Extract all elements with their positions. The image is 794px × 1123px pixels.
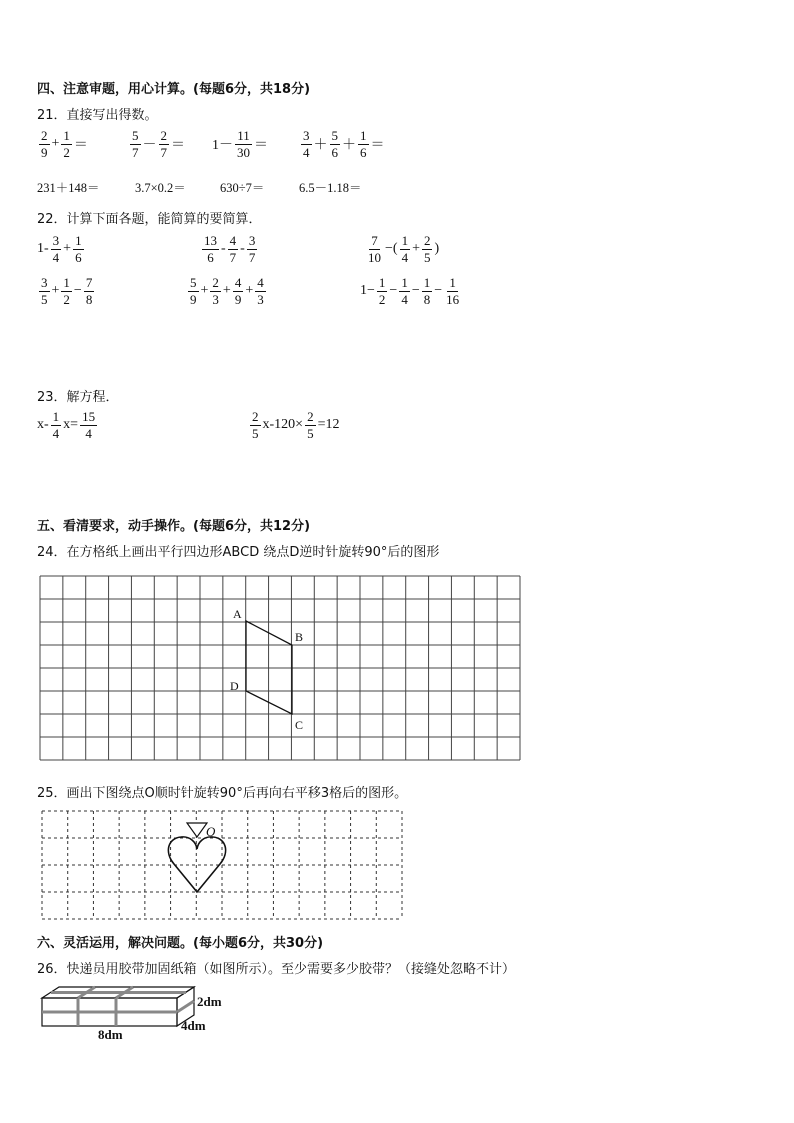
- fraction: $\frac{1}{4}$: [401, 275, 408, 307]
- fraction: $\frac{2}{5}$: [307, 409, 314, 441]
- q26-prompt: 26．快递员用胶带加固纸箱（如图所示）。至少需要多少胶带？（接缝处忽略不计）: [37, 962, 516, 977]
- q22-expr-1: 1- $\frac{3}{4}$ + $\frac{1}{6}$: [37, 233, 82, 265]
- dim-length-label: 8dm: [98, 1027, 123, 1042]
- fraction: $\frac{1}{6}$: [75, 233, 82, 265]
- q22-prompt: 22．计算下面各题，能简算的要简算．: [37, 212, 262, 227]
- q22-expr-3: $\frac{7}{10}$ −( $\frac{1}{4}$ + $\frac{2}{5}$ ): [368, 233, 440, 265]
- q22-expr-2: $\frac{13}{6}$ - $\frac{4}{7}$ - $\frac{3}{7}$: [204, 233, 256, 265]
- fraction: $\frac{11}{30}$: [237, 128, 250, 160]
- fraction: $\frac{2}{9}$: [41, 128, 48, 160]
- q22-expr-5: $\frac{5}{9}$ + $\frac{2}{3}$ + $\frac{4}{9}$ + $\frac{4}{3}$: [190, 275, 264, 307]
- q23-equation-2: $\frac{2}{5}$ x-120× $\frac{2}{5}$ =12: [252, 409, 340, 441]
- q23-prompt: 23．解方程．: [37, 390, 119, 405]
- q22-expr-6: 1− $\frac{1}{2}$ − $\frac{1}{4}$ − $\frac{1}{8}$ − $\frac{1}{16}$: [360, 275, 460, 307]
- section-5-title: 五、看清要求，动手操作。(每题6分，共12分): [37, 519, 311, 534]
- fraction: $\frac{3}{7}$: [248, 233, 256, 265]
- q21-oral-1: 231＋148＝: [37, 181, 100, 195]
- fraction: $\frac{4}{7}$: [229, 233, 237, 265]
- q21-oral-3: 630÷7＝: [220, 181, 265, 195]
- triangle-marker: [187, 823, 207, 837]
- fraction: $\frac{5}{7}$: [132, 128, 139, 160]
- dim-height-label: 2dm: [197, 994, 222, 1009]
- fraction: $\frac{4}{9}$: [234, 275, 242, 307]
- q26-box-figure: [38, 982, 238, 1044]
- fraction: $\frac{5}{9}$: [190, 275, 197, 307]
- q23-equation-1: x- $\frac{1}{4}$ x= $\frac{15}{4}$: [37, 409, 96, 441]
- vertex-label-a: A: [233, 607, 242, 621]
- q25-grid-figure: [40, 809, 405, 922]
- fraction: $\frac{13}{6}$: [204, 233, 217, 265]
- fraction: $\frac{3}{5}$: [41, 275, 48, 307]
- q24-grid-figure: [39, 575, 523, 764]
- section-4-title: 四、注意审题，用心计算。(每题6分，共18分): [37, 82, 311, 97]
- q21-oral-2: 3.7×0.2＝: [135, 181, 186, 195]
- fraction: $\frac{2}{7}$: [160, 128, 167, 160]
- fraction: $\frac{4}{3}$: [257, 275, 264, 307]
- fraction: $\frac{1}{16}$: [446, 275, 460, 307]
- fraction: $\frac{7}{10}$: [368, 233, 381, 265]
- point-o-label: O: [206, 824, 216, 839]
- q21-expr-3: 1－ $\frac{11}{30}$ ＝: [212, 128, 268, 160]
- fraction: $\frac{2}{3}$: [212, 275, 219, 307]
- fraction: $\frac{1}{8}$: [423, 275, 431, 307]
- q21-oral-4: 6.5－1.18＝: [299, 181, 362, 195]
- fraction: $\frac{1}{2}$: [378, 275, 386, 307]
- heart-shape: [168, 837, 225, 892]
- q21-expr-4: $\frac{3}{4}$ ＋ $\frac{5}{6}$ ＋ $\frac{1}{6}$ ＝: [303, 128, 385, 160]
- fraction: $\frac{3}{4}$: [52, 233, 60, 265]
- section-6-title: 六、灵活运用，解决问题。(每小题6分，共30分): [37, 936, 324, 951]
- fraction: $\frac{1}{4}$: [401, 233, 409, 265]
- fraction: $\frac{15}{4}$: [82, 409, 96, 441]
- fraction: $\frac{7}{8}$: [85, 275, 93, 307]
- fraction: $\frac{1}{2}$: [63, 275, 70, 307]
- q21-expr-1: $\frac{2}{9}$ + $\frac{1}{2}$ ＝: [41, 128, 88, 160]
- dim-width-label: 4dm: [181, 1018, 206, 1033]
- vertex-label-b: B: [295, 630, 304, 644]
- fraction: $\frac{1}{2}$: [63, 128, 70, 160]
- fraction: $\frac{5}{6}$: [331, 128, 338, 160]
- fraction: $\frac{1}{6}$: [360, 128, 367, 160]
- vertex-label-d: D: [230, 679, 239, 693]
- q21-expr-2: $\frac{5}{7}$ － $\frac{2}{7}$ ＝: [132, 128, 185, 160]
- vertex-label-c: C: [295, 718, 304, 732]
- fraction: $\frac{2}{5}$: [252, 409, 259, 441]
- square-grid: [40, 576, 520, 760]
- q25-prompt: 25．画出下图绕点O顺时针旋转90°后再向右平移3格后的图形。: [37, 786, 408, 801]
- fraction: $\frac{1}{4}$: [52, 409, 60, 441]
- q21-prompt: 21．直接写出得数。: [37, 108, 158, 123]
- tape-strips: [42, 987, 194, 1026]
- q22-expr-4: $\frac{3}{5}$ + $\frac{1}{2}$ − $\frac{7}{8}$: [41, 275, 93, 307]
- dashed-grid: [42, 811, 402, 919]
- fraction: $\frac{2}{5}$: [423, 233, 431, 265]
- fraction: $\frac{3}{4}$: [303, 128, 310, 160]
- q24-prompt: 24．在方格纸上画出平行四边形ABCD 绕点D逆时针旋转90°后的图形: [37, 545, 440, 560]
